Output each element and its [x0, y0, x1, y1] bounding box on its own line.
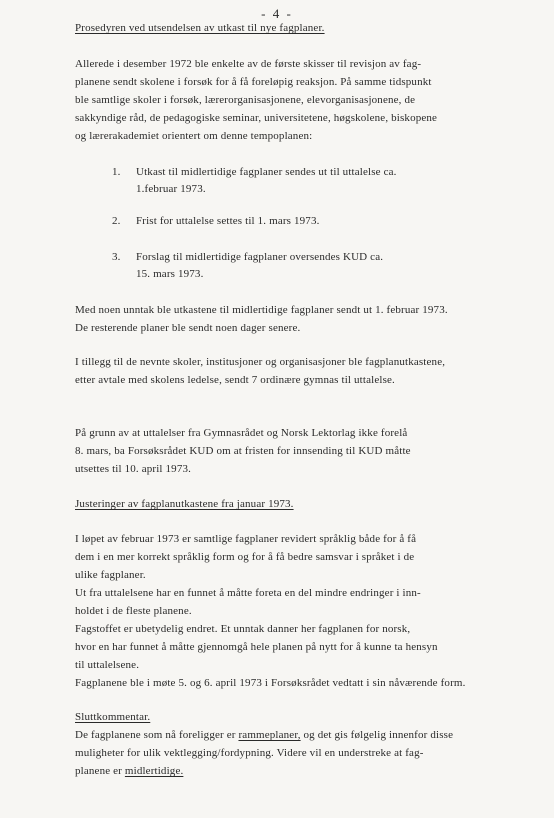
paragraph-line [75, 729, 453, 741]
paragraph-line: 8. mars, ba Forsøksrådet KUD om at fristen for innsending til KUD måtte [75, 445, 411, 457]
list-item-text: Frist for uttalelse settes til 1. mars 1973. [136, 215, 320, 227]
paragraph-line: I løpet av februar 1973 er samtlige fagplaner revidert språklig både for å få [75, 533, 417, 545]
section-heading-final-comment: Sluttkommentar. [75, 711, 151, 723]
paragraph-line: dem i en mer korrekt språklig form og for å få bedre samsvar i språket i de [75, 551, 415, 563]
paragraph-line: Med noen unntak ble utkastene til midlertidige fagplaner sendt ut 1. februar 1973. [75, 304, 448, 316]
list-item-text: Forslag til midlertidige fagplaner oversendes KUD ca. [136, 251, 384, 263]
list-item-number: 2. [112, 215, 121, 227]
paragraph-line: Allerede i desember 1972 ble enkelte av de første skisser til revisjon av fag- [75, 58, 422, 70]
paragraph-line: Fagstoffet er ubetydelig endret. Et unntak danner her fagplanen for norsk, [75, 623, 411, 635]
paragraph-line: ulike fagplaner. [75, 569, 146, 581]
page-number: - 4 - [261, 6, 293, 21]
paragraph-line: hvor en har funnet å måtte gjennomgå hele planen på nytt for å kunne ta hensyn [75, 641, 438, 653]
paragraph-line: De resterende planer ble sendt noen dager senere. [75, 322, 301, 334]
list-item-number: 1. [112, 166, 121, 178]
list-item-text: 1.februar 1973. [136, 183, 206, 195]
paragraph-line: og lærerakademiet orientert om denne tempoplanen: [75, 130, 313, 142]
paragraph-line: til uttalelsene. [75, 659, 140, 671]
paragraph-line: holdet i de fleste planene. [75, 605, 192, 617]
paragraph-line: På grunn av at uttalelser fra Gymnasrådet og Norsk Lektorlag ikke forelå [75, 427, 408, 439]
paragraph-line: etter avtale med skolens ledelse, sendt 7 ordinære gymnas til uttalelse. [75, 374, 395, 386]
paragraph-line: utsettes til 10. april 1973. [75, 463, 192, 475]
emphasis-midlertidige: midlertidige. [124, 765, 184, 777]
paragraph-line: sakkyndige råd, de pedagogiske seminar, universitetene, høgskolene, biskopene [75, 112, 438, 124]
text-run: De fagplanene som nå foreligger er [75, 729, 239, 741]
text-run: planene er [75, 765, 125, 777]
section-heading-adjustments: Justeringer av fagplanutkastene fra januar 1973. [75, 498, 294, 510]
paragraph-line: ble samtlige skoler i forsøk, lærerorganisasjonene, elevorganisasjonene, de [75, 94, 416, 106]
paragraph-line: I tillegg til de nevnte skoler, institusjoner og organisasjoner ble fagplanutkastene, [75, 356, 446, 368]
list-item-text: 15. mars 1973. [136, 268, 204, 280]
paragraph-line: planene sendt skolene i forsøk for å få foreløpig reaksjon. På samme tidspunkt [75, 76, 432, 88]
section-heading-procedure: Prosedyren ved utsendelsen av utkast til nye fagplaner. [75, 22, 325, 34]
list-item-number: 3. [112, 251, 121, 263]
paragraph-line [75, 765, 183, 777]
text-run: og det gis følgelig innenfor disse [300, 729, 454, 741]
paragraph-line: Fagplanene ble i møte 5. og 6. april 1973 i Forsøksrådet vedtatt i sin nåværende form. [75, 677, 466, 689]
paragraph-line: Ut fra uttalelsene har en funnet å måtte foreta en del mindre endringer i inn- [75, 587, 421, 599]
emphasis-rammeplaner: rammeplaner, [238, 729, 301, 741]
list-item-text: Utkast til midlertidige fagplaner sendes ut til uttalelse ca. [136, 166, 397, 178]
paragraph-line: muligheter for ulik vektlegging/fordypning. Videre vil en understreke at fag- [75, 747, 424, 759]
